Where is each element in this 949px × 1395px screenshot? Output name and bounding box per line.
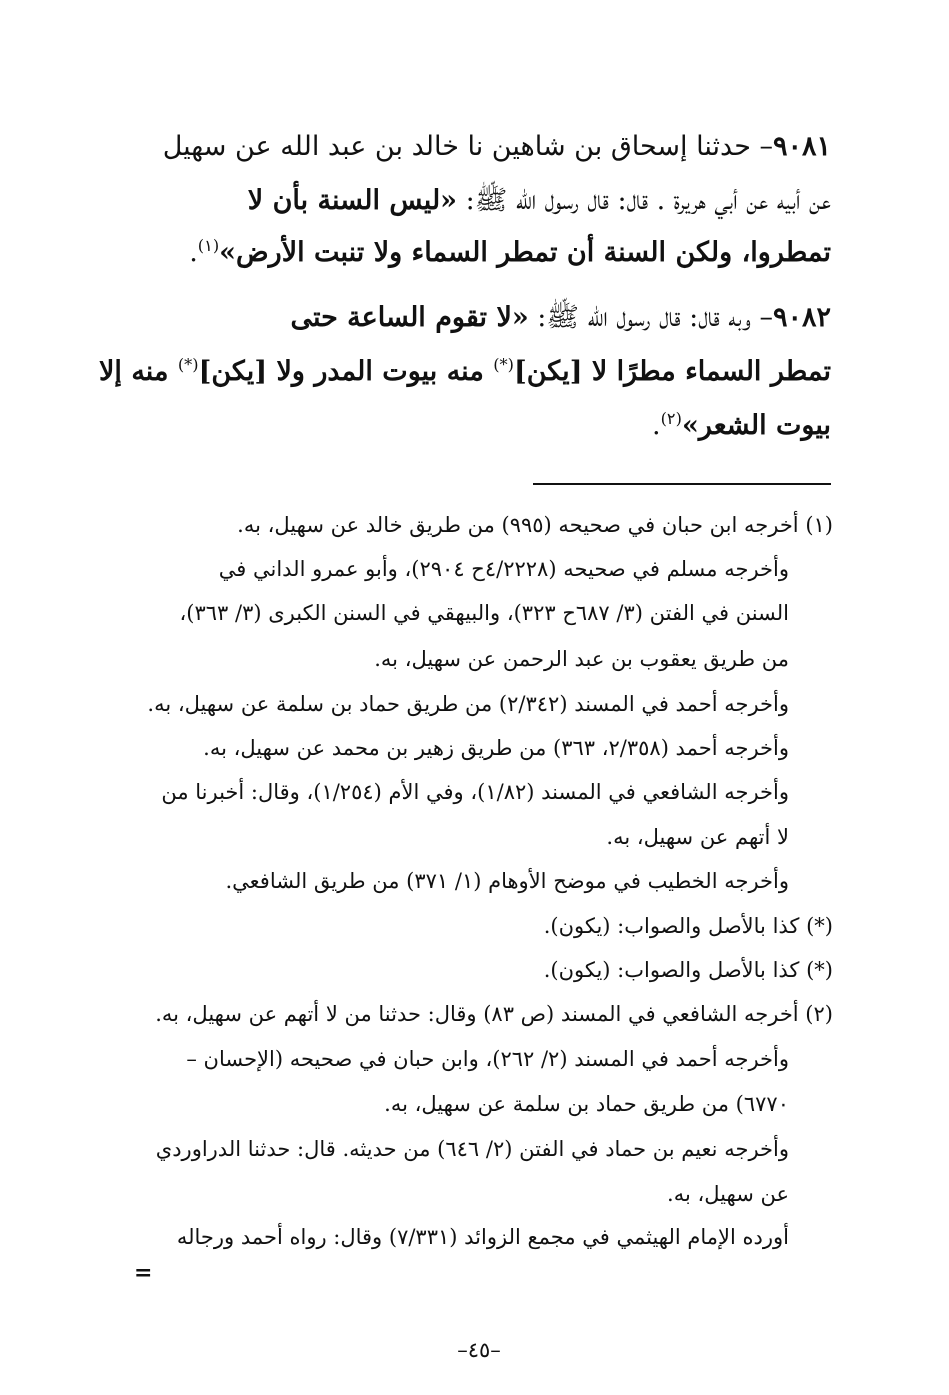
editor-mark: (*) (493, 355, 514, 374)
full-stop: . (189, 237, 198, 268)
footnote-line: وأخرجه الخطيب في موضح الأوهام (١/ ٣٧١) من طريق الشافعي. (225, 869, 789, 893)
footnote-line: (*) كذا بالأصل والصواب: (يكون). (543, 914, 833, 938)
full-stop: . (652, 410, 661, 441)
hadith-9082-line-2 (99, 355, 831, 387)
hadith-9081-line-2 (119, 185, 831, 216)
footnote-separator (533, 483, 831, 485)
hadith-text: – وبه قال: قال رسول الله ﷺ: (528, 302, 773, 333)
hadith-matn: بيوت الشعر» (681, 410, 831, 441)
hadith-text: عن أبيه عن أبي هريرة . قال: قال رسول الله ﷺ: (457, 185, 831, 216)
continuation-mark: = (134, 1260, 153, 1286)
hadith-matn: تمطروا، ولكن السنة أن تمطر السماء ولا تنبت الأرض» (219, 237, 831, 268)
hadith-9081-line-1 (131, 131, 831, 162)
footnote-line: وأخرجه نعيم بن حماد في الفتن (٢/ ٦٤٦) من حديثه. قال: حدثنا الدراوردي (155, 1137, 789, 1161)
footnote-line: من طريق يعقوب بن عبد الرحمن عن سهيل، به. (374, 647, 789, 671)
hadith-matn: «لا تقوم الساعة حتى (290, 302, 529, 333)
hadith-matn: منه بيوت المدر ولا [يكن] (198, 356, 494, 387)
footnote-line: وأخرجه أحمد (٢/٣٥٨، ٣٦٣) من طريق زهير بن محمد عن سهيل، به. (203, 736, 789, 760)
footnote-line: السنن في الفتن (٣/ ٦٨٧ح ٣٢٣)، والبيهقي في السنن الكبرى (٣/ ٣٦٣)، (179, 601, 789, 625)
footnote-line: (١) أخرجه ابن حبان في صحيحه (٩٩٥) من طريق خالد عن سهيل، به. (237, 513, 833, 537)
hadith-matn: تمطر السماء مطرًا لا [يكن] (513, 356, 831, 387)
footnote-line: أورده الإمام الهيثمي في مجمع الزوائد (٧/٣٣١) وقال: رواه أحمد ورجاله (176, 1225, 789, 1249)
hadith-number: ٩٠٨٢ (772, 302, 831, 333)
footnote-line: عن سهيل، به. (667, 1182, 789, 1206)
hadith-9082-line-3 (119, 410, 831, 441)
footnote-line: ٦٧٧٠) من طريق حماد بن سلمة عن سهيل، به. (384, 1092, 789, 1116)
footnote-line: وأخرجه الشافعي في المسند (١/٨٢)، وفي الأم (١/٢٥٤)، وقال: أخبرنا من (161, 780, 789, 804)
hadith-text: – حدثنا إسحاق بن شاهين نا خالد بن عبد الله عن سهيل (162, 131, 773, 162)
editor-mark: (*) (177, 355, 199, 374)
footnote-ref: (٢) (660, 409, 682, 428)
hadith-9081-line-3 (119, 237, 831, 268)
footnote-ref: (١) (197, 236, 220, 255)
footnote-line: (*) كذا بالأصل والصواب: (يكون). (543, 958, 833, 982)
footnote-line: وأخرجه أحمد في المسند (٢/ ٢٦٢)، وابن حبان في صحيحه (الإحسان – (186, 1047, 789, 1071)
page-number: –٤٥– (457, 1338, 501, 1362)
hadith-matn: منه إلا (99, 356, 178, 387)
footnote-line: وأخرجه مسلم في صحيحه (٤/٢٢٢٨ح ٢٩٠٤)، وأبو عمرو الداني في (218, 557, 789, 581)
hadith-matn: «ليس السنة بأن لا (247, 185, 458, 216)
hadith-9082-line-1 (119, 302, 831, 333)
footnote-line: لا أتهم عن سهيل، به. (606, 825, 789, 849)
hadith-number: ٩٠٨١ (772, 131, 831, 162)
footnote-line: وأخرجه أحمد في المسند (٢/٣٤٢) من طريق حماد بن سلمة عن سهيل، به. (147, 692, 789, 716)
footnote-line: (٢) أخرجه الشافعي في المسند (ص ٨٣) وقال: حدثنا من لا أتهم عن سهيل، به. (155, 1002, 833, 1026)
